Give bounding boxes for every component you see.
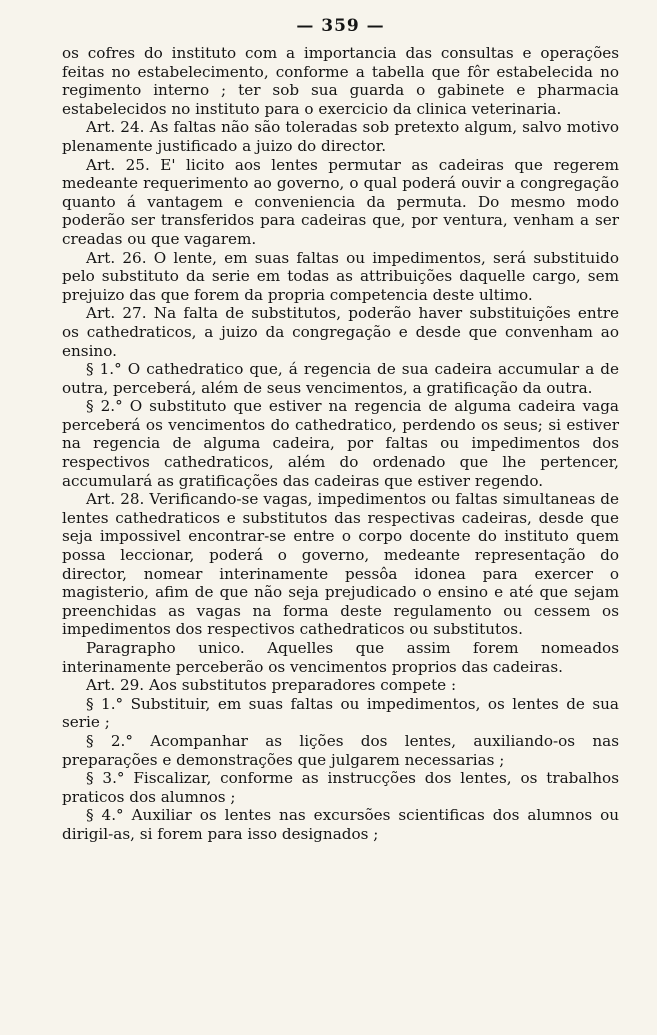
article-29-paragraph-4: § 4.° Auxiliar os lentes nas excursões scientificas dos alumnos ou dirigil-as, si forem para isso designados ; bbox=[62, 806, 619, 843]
article-29: Art. 29. Aos substitutos preparadores compete : bbox=[86, 676, 457, 695]
article-27: Art. 27. Na falta de substitutos, poderão haver substituições entre os cathedraticos, a juizo da congregação e desde que convenham ao ensino. bbox=[62, 304, 619, 360]
article-29-paragraph-2: § 2.° Acompanhar as lições dos lentes, auxiliando-os nas preparações e demonstrações que julgarem necessarias ; bbox=[62, 731, 619, 769]
paragraph-continuation: os cofres do instituto com a importancia das consultas e operações feitas no estabelecimento, conforme a tabella que fôr estabelecida no regimento interno ; ter sob sua guarda o gabinete e pharmacia estabelecidos no instituto para o exercicio da clinica veterinaria. bbox=[62, 44, 619, 118]
article-29-paragraph-3: § 3.° Fiscalizar, conforme as instrucções dos lentes, os trabalhos praticos dos alumnos ; bbox=[62, 769, 619, 806]
article-28-sole-paragraph: Paragrapho unico. Aquelles que assim forem nomeados interinamente perceberão os vencimentos proprios das cadeiras. bbox=[62, 639, 619, 676]
article-26: Art. 26. O lente, em suas faltas ou impedimentos, será substituido pelo substituto da serie em todas as attribuições daquelle cargo, sem prejuizo das que forem da propria competencia deste ultimo. bbox=[62, 248, 619, 304]
page-number: — 359 — bbox=[296, 16, 385, 36]
article-24: Art. 24. As faltas não são toleradas sob pretexto algum, salvo motivo plenamente justificado a juizo do director. bbox=[62, 118, 619, 155]
article-28: Art. 28. Verificando-se vagas, impedimentos ou faltas simultaneas de lentes cathedraticos e substitutos das respectivas cadeiras, desde que seja impossivel encontrar-se entre o corpo docente do instituto quem possa leccionar, poderá o governo, medeante representação do director, nomear interinamente pessôa idonea para exercer o magisterio, afim de que não seja prejudicado o ensino e até que sejam preenchidas as vagas na forma deste regulamento ou cessem os impedimentos dos respectivos cathedraticos ou substitutos. bbox=[62, 490, 619, 639]
article-27-paragraph-1: § 1.° O cathedratico que, á regencia de sua cadeira accumular a de outra, perceberá, além de seus vencimentos, a gratificação da outra. bbox=[62, 360, 619, 397]
article-25: Art. 25. E' licito aos lentes permutar as cadeiras que regerem medeante requerimento ao governo, o qual poderá ouvir a congregação quanto á vantagem e conveniencia da permuta. Do mesmo modo poderão ser transferidos para cadeiras que, por ventura, venham a ser creadas ou que vagarem. bbox=[62, 155, 619, 248]
article-27-paragraph-2: § 2.° O substituto que estiver na regencia de alguma cadeira vaga perceberá os vencimentos do cathedratico, perdendo os seus; si estiver na regencia de alguma cadeira, por faltas ou impedimentos dos respectivos cathedraticos, além do ordenado que lhe pertencer, accumulará as gratificações das cadeiras que estiver regendo. bbox=[62, 397, 619, 490]
article-29-paragraph-1: § 1.° Substituir, em suas faltas ou impedimentos, os lentes de sua serie ; bbox=[62, 694, 619, 732]
